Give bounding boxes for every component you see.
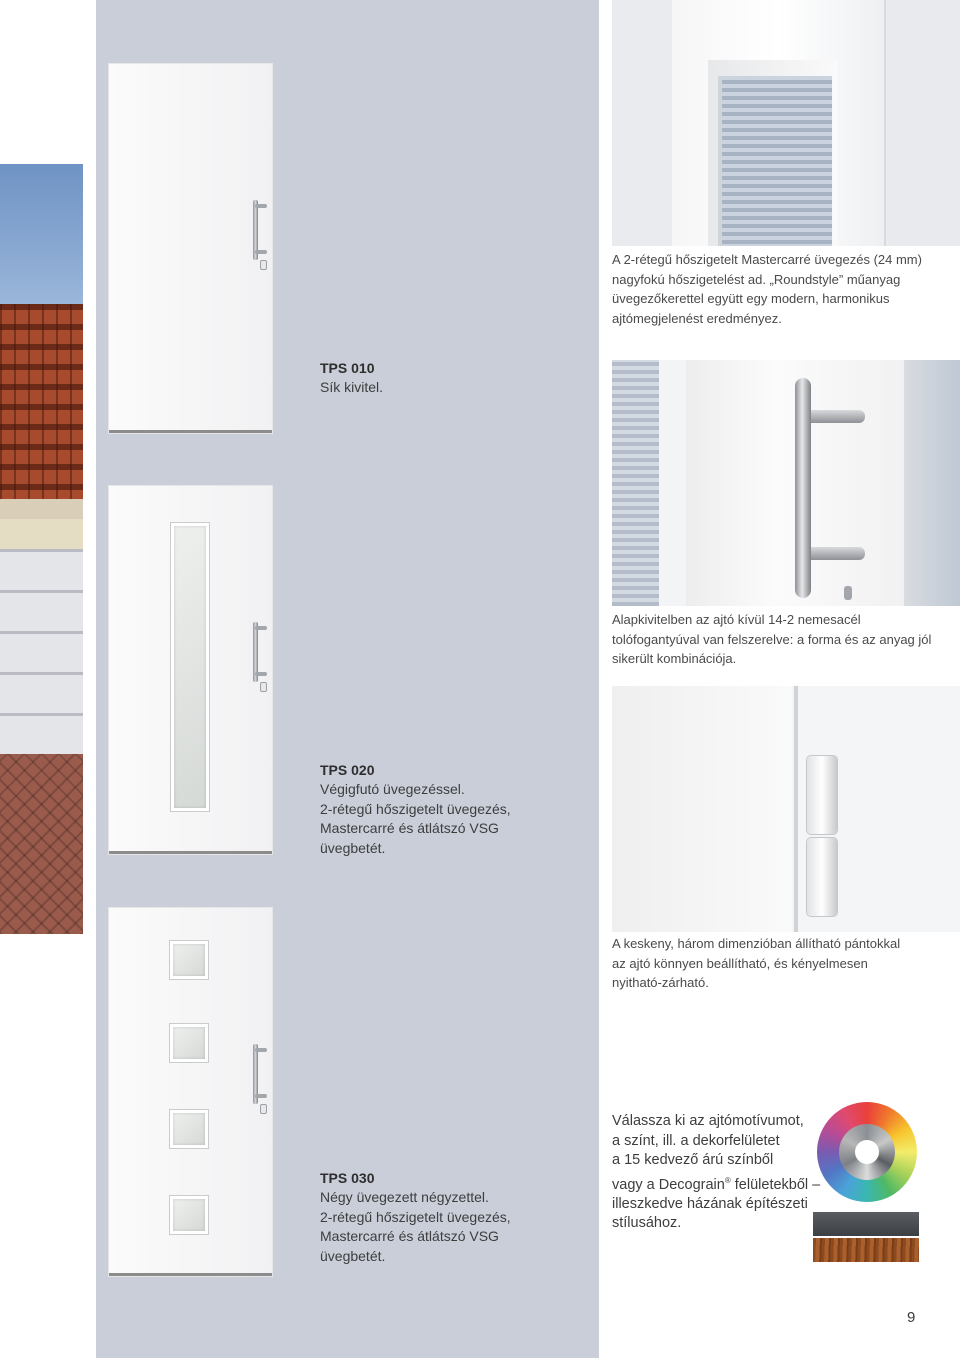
lock-cylinder-icon xyxy=(260,1104,267,1114)
door-frame xyxy=(612,686,792,932)
anthracite-swatch xyxy=(813,1212,919,1236)
lock-cylinder-icon xyxy=(844,586,852,600)
door-tps010 xyxy=(109,64,272,433)
handle-arm xyxy=(255,1048,267,1052)
door-gap xyxy=(794,686,798,932)
tps030-title: TPS 030 xyxy=(320,1170,375,1186)
color-choice-text: Válassza ki az ajtómotívumot, a színt, ill. a dekorfelületet a 15 kedvező árú színből vagy a Decograin® felületekből – illeszkedve házának építészeti stílusához. xyxy=(612,1113,821,1232)
tps030-description: Négy üvegezett négyzettel. 2-rétegű hőszigetelt üvegezés, Mastercarré és átlátszó VSG üvegbetét. xyxy=(320,1189,511,1264)
handle-arm xyxy=(805,410,865,423)
decograin-line: vagy a Decograin® felületekből – xyxy=(612,1175,821,1193)
tps020-title: TPS 020 xyxy=(320,762,375,778)
glazing-frame-photo xyxy=(612,0,960,246)
door-edge xyxy=(904,360,960,606)
garage-house-photo xyxy=(0,164,83,934)
tps010-description: Sík kivitel. xyxy=(320,379,384,395)
paved-driveway xyxy=(0,754,83,934)
caption-handle: Alapkivitelben az ajtó kívül 14-2 nemesacél tolófogantyúval van felszerelve: a forma és az anyag jól sikerült kombinációja. xyxy=(612,612,932,666)
lock-cylinder-icon xyxy=(260,260,267,270)
glass-square-1 xyxy=(170,941,208,979)
glass-square-2 xyxy=(170,1024,208,1062)
handle-arm xyxy=(255,204,267,208)
hinge-icon xyxy=(807,838,837,916)
hinge-icon xyxy=(807,756,837,834)
sectional-garage-door xyxy=(0,549,83,754)
handle-arm xyxy=(255,672,267,676)
handle-arm xyxy=(255,1094,267,1098)
color-wheel-hub xyxy=(855,1140,879,1164)
glass-square-3 xyxy=(170,1110,208,1148)
glass-square-4 xyxy=(170,1196,208,1234)
lock-cylinder-icon xyxy=(260,682,267,692)
tiled-roof xyxy=(0,304,83,524)
handle-arm xyxy=(255,626,267,630)
roof-fascia xyxy=(0,499,83,519)
sidelight-glass xyxy=(612,360,659,606)
door-handle-icon xyxy=(795,378,811,598)
door-tps030 xyxy=(109,908,272,1276)
sky xyxy=(0,164,83,304)
page-number: 9 xyxy=(907,1309,916,1326)
tps020-description: Végigfutó üvegezéssel. 2-rétegű hőszigetelt üvegezés, Mastercarré és átlátszó VSG üvegbetét. xyxy=(320,781,511,856)
tps010-title: TPS 010 xyxy=(320,360,375,376)
house-wall xyxy=(0,519,83,549)
hinge-photo xyxy=(612,686,960,932)
handle-arm xyxy=(805,547,865,560)
caption-hinge: A keskeny, három dimenzióban állítható pántokkal az ajtó könnyen beállítható, és kényelmesen nyitható-zárható. xyxy=(612,936,901,990)
wall xyxy=(888,0,960,246)
handle-arm xyxy=(255,250,267,254)
steel-handle-photo xyxy=(612,360,960,606)
vertical-glass-strip xyxy=(171,523,209,811)
door-tps020 xyxy=(109,486,272,854)
caption-glazing: A 2-rétegű hőszigetelt Mastercarré üvegezés (24 mm) nagyfokú hőszigetelést ad. „Roundstyle” műanyag üvegezőkerettel együtt egy modern, harmonikus ajtómegjelenést eredményez. xyxy=(612,252,922,326)
color-wheel-icon xyxy=(817,1102,917,1202)
mastercarre-glass xyxy=(718,76,832,246)
decograin-wood-swatch xyxy=(813,1238,919,1262)
